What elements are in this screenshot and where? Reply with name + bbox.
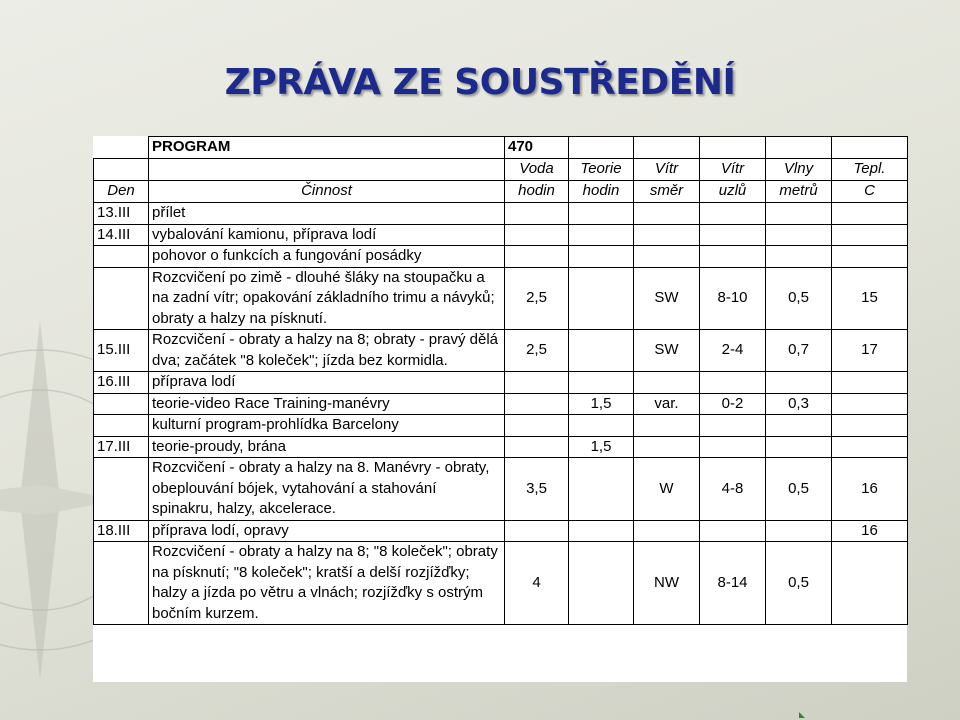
unit-teorie: hodin (569, 181, 634, 203)
day-cell (94, 542, 149, 625)
theory-hours-cell (569, 458, 634, 521)
wind-knots-cell: 8-10 (700, 267, 766, 330)
table-row (94, 246, 908, 268)
activity-cell: příprava lodí, opravy (149, 520, 505, 542)
program-label: PROGRAM (149, 137, 505, 159)
header-row-top (94, 159, 908, 181)
wind-knots-cell: 8-14 (700, 542, 766, 625)
empty-cell (634, 137, 700, 159)
temperature-cell: 17 (832, 330, 908, 372)
cell-comment-marker (799, 712, 805, 718)
wind-direction-cell (634, 246, 700, 268)
wind-direction-cell (634, 415, 700, 437)
water-hours-cell: 2,5 (505, 267, 569, 330)
waves-cell: 0,5 (766, 542, 832, 625)
theory-hours-cell (569, 224, 634, 246)
activity-cell: Rozcvičení - obraty a halzy na 8; "8 koleček"; obraty na písknutí; "8 koleček"; kratší a delší rozjížďky; halzy a jízda po větru a vlnách; rozjížďky s ostrým bočním kurzem. (149, 542, 505, 625)
empty-cell (94, 137, 149, 159)
temperature-cell (832, 246, 908, 268)
wind-direction-cell: SW (634, 330, 700, 372)
header-vitr-uzlu: Vítr (700, 159, 766, 181)
activity-cell: vybalování kamionu, příprava lodí (149, 224, 505, 246)
empty-cell (94, 159, 149, 181)
theory-hours-cell (569, 246, 634, 268)
waves-cell (766, 520, 832, 542)
wind-knots-cell: 0-2 (700, 393, 766, 415)
activity-cell: teorie-video Race Training-manévry (149, 393, 505, 415)
empty-cell (569, 137, 634, 159)
temperature-cell: 15 (832, 267, 908, 330)
slide-title: ZPRÁVA ZE SOUSTŘEDĚNÍ (224, 62, 736, 103)
activity-cell: Rozcvičení - obraty a halzy na 8; obraty - pravý dělá dva; začátek "8 koleček"; jízda bez kormidla. (149, 330, 505, 372)
water-hours-cell (505, 415, 569, 437)
day-cell: 16.III (94, 372, 149, 394)
wind-knots-cell: 4-8 (700, 458, 766, 521)
table-row (94, 267, 908, 330)
temperature-cell (832, 542, 908, 625)
unit-voda: hodin (505, 181, 569, 203)
header-vlny: Vlny (766, 159, 832, 181)
activity-cell: přílet (149, 203, 505, 225)
theory-hours-cell (569, 372, 634, 394)
water-hours-cell: 2,5 (505, 330, 569, 372)
table-row (94, 224, 908, 246)
empty-cell (832, 137, 908, 159)
boat-class-label: 470 (505, 137, 569, 159)
theory-hours-cell (569, 542, 634, 625)
wind-direction-cell (634, 372, 700, 394)
table-title-row (94, 137, 908, 159)
water-hours-cell (505, 246, 569, 268)
water-hours-cell: 3,5 (505, 458, 569, 521)
header-den: Den (94, 181, 149, 203)
waves-cell (766, 372, 832, 394)
day-cell: 13.III (94, 203, 149, 225)
activity-cell: Rozcvičení - obraty a halzy na 8. Manévry - obraty, obeplouvání bójek, vytahování a stahování spinakru, halzy, akcelerace. (149, 458, 505, 521)
table-row (94, 415, 908, 437)
water-hours-cell: 4 (505, 542, 569, 625)
program-sheet (93, 136, 907, 682)
unit-smer: směr (634, 181, 700, 203)
temperature-cell (832, 436, 908, 458)
waves-cell (766, 415, 832, 437)
waves-cell (766, 224, 832, 246)
theory-hours-cell (569, 520, 634, 542)
theory-hours-cell: 1,5 (569, 393, 634, 415)
wind-knots-cell (700, 520, 766, 542)
header-vitr-smer: Vítr (634, 159, 700, 181)
wind-knots-cell: 2-4 (700, 330, 766, 372)
unit-uzlu: uzlů (700, 181, 766, 203)
water-hours-cell (505, 372, 569, 394)
table-row (94, 520, 908, 542)
theory-hours-cell: 1,5 (569, 436, 634, 458)
day-cell (94, 246, 149, 268)
water-hours-cell (505, 393, 569, 415)
day-cell (94, 458, 149, 521)
day-cell: 18.III (94, 520, 149, 542)
water-hours-cell (505, 224, 569, 246)
table-row (94, 203, 908, 225)
table-row (94, 372, 908, 394)
day-cell: 17.III (94, 436, 149, 458)
wind-knots-cell (700, 436, 766, 458)
temperature-cell (832, 203, 908, 225)
day-cell (94, 415, 149, 437)
day-cell: 14.III (94, 224, 149, 246)
table-row (94, 436, 908, 458)
empty-cell (149, 159, 505, 181)
waves-cell: 0,5 (766, 267, 832, 330)
theory-hours-cell (569, 267, 634, 330)
wind-direction-cell: NW (634, 542, 700, 625)
wind-knots-cell (700, 203, 766, 225)
day-cell (94, 393, 149, 415)
theory-hours-cell (569, 203, 634, 225)
temperature-cell: 16 (832, 458, 908, 521)
header-teorie: Teorie (569, 159, 634, 181)
header-voda: Voda (505, 159, 569, 181)
empty-cell (766, 137, 832, 159)
waves-cell: 0,3 (766, 393, 832, 415)
unit-tepl: C (832, 181, 908, 203)
wind-knots-cell (700, 415, 766, 437)
water-hours-cell (505, 520, 569, 542)
waves-cell: 0,5 (766, 458, 832, 521)
table-row (94, 458, 908, 521)
wind-direction-cell (634, 520, 700, 542)
waves-cell (766, 203, 832, 225)
day-cell (94, 267, 149, 330)
temperature-cell (832, 393, 908, 415)
waves-cell: 0,7 (766, 330, 832, 372)
wind-direction-cell: var. (634, 393, 700, 415)
temperature-cell (832, 415, 908, 437)
empty-cell (700, 137, 766, 159)
activity-cell: pohovor o funkcích a fungování posádky (149, 246, 505, 268)
wind-knots-cell (700, 224, 766, 246)
wind-direction-cell: W (634, 458, 700, 521)
header-cinnost: Činnost (149, 181, 505, 203)
theory-hours-cell (569, 330, 634, 372)
wind-direction-cell: SW (634, 267, 700, 330)
wind-knots-cell (700, 246, 766, 268)
header-row-bottom (94, 181, 908, 203)
wind-knots-cell (700, 372, 766, 394)
unit-vlny: metrů (766, 181, 832, 203)
program-table (93, 136, 908, 625)
table-row (94, 542, 908, 625)
activity-cell: kulturní program-prohlídka Barcelony (149, 415, 505, 437)
table-row (94, 330, 908, 372)
wind-direction-cell (634, 224, 700, 246)
temperature-cell (832, 224, 908, 246)
activity-cell: teorie-proudy, brána (149, 436, 505, 458)
water-hours-cell (505, 436, 569, 458)
waves-cell (766, 436, 832, 458)
theory-hours-cell (569, 415, 634, 437)
table-row (94, 393, 908, 415)
header-tepl: Tepl. (832, 159, 908, 181)
water-hours-cell (505, 203, 569, 225)
day-cell: 15.III (94, 330, 149, 372)
wind-direction-cell (634, 203, 700, 225)
temperature-cell: 16 (832, 520, 908, 542)
wind-direction-cell (634, 436, 700, 458)
activity-cell: příprava lodí (149, 372, 505, 394)
activity-cell: Rozcvičení po zimě - dlouhé šláky na stoupačku a na zadní vítr; opakování základního trimu a návyků; obraty a halzy na písknutí. (149, 267, 505, 330)
temperature-cell (832, 372, 908, 394)
waves-cell (766, 246, 832, 268)
